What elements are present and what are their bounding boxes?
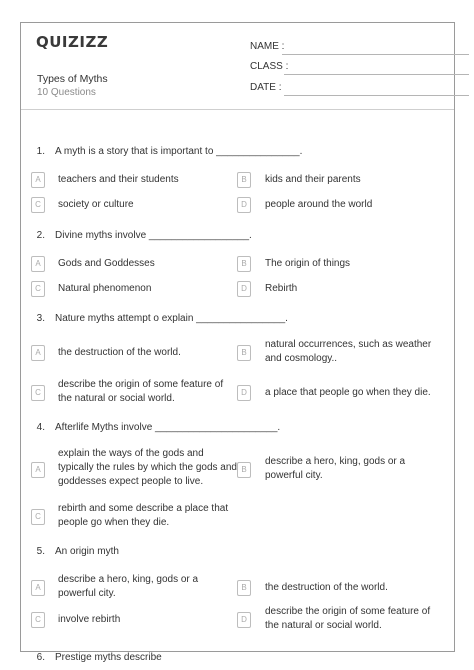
option-text: involve rebirth [58, 614, 121, 625]
option-letter: C [31, 281, 45, 297]
option-text: Natural phenomenon [58, 283, 152, 294]
question-text: An origin myth [55, 546, 119, 557]
question-number: 4. [36, 422, 45, 433]
question-text: A myth is a story that is important to _______________. [55, 146, 303, 157]
question-number: 3. [36, 313, 45, 324]
option-text: kids and their parents [265, 174, 361, 185]
option-letter: B [237, 345, 251, 361]
option-text: explain the ways of the gods and typically the rules by which the gods and goddesses expect people to live. [58, 448, 237, 487]
option-text: a place that people go when they die. [265, 387, 431, 398]
option-text: describe a hero, king, gods or a powerful city. [58, 574, 199, 599]
option-letter: A [31, 172, 45, 188]
date-label: DATE : [250, 82, 282, 93]
name-field[interactable] [250, 41, 284, 52]
worksheet-title: Types of Myths [37, 73, 108, 85]
name-line [282, 54, 469, 55]
option-letter: B [237, 580, 251, 596]
option-text: society or culture [58, 199, 134, 210]
option-letter: B [237, 172, 251, 188]
name-label: NAME : [250, 41, 285, 52]
option-text: Gods and Goddesses [58, 258, 155, 269]
option-letter: C [31, 197, 45, 213]
questions-area [21, 109, 454, 663]
option-text: teachers and their students [58, 174, 179, 185]
option-letter: B [237, 462, 251, 478]
option-letter: C [31, 509, 45, 525]
question-number: 1. [36, 146, 45, 157]
class-label: CLASS : [250, 61, 289, 72]
question-count: 10 Questions [37, 87, 96, 98]
option-letter: D [237, 197, 251, 213]
option-text: the destruction of the world. [265, 582, 388, 593]
option-letter: A [31, 580, 45, 596]
class-field[interactable] [250, 61, 288, 72]
option-letter: D [237, 612, 251, 628]
worksheet-header [21, 23, 454, 110]
quizizz-logo: QUIZIZZ [36, 33, 109, 51]
option-text: people around the world [265, 199, 373, 210]
option-text: Rebirth [265, 283, 298, 294]
worksheet [20, 22, 455, 663]
option-text: natural occurrences, such as weather and cosmology.. [265, 339, 432, 364]
option-text: The origin of things [265, 258, 351, 269]
question-number: 5. [36, 546, 45, 557]
question-text: Afterlife Myths involve ______________________. [55, 422, 281, 433]
question-text: Divine myths involve __________________. [55, 230, 252, 241]
option-text: describe the origin of some feature of the natural or social world. [265, 606, 431, 631]
option-text: describe the origin of some feature of the natural or social world. [58, 379, 224, 404]
question-number: 2. [36, 230, 45, 241]
option-letter: B [237, 256, 251, 272]
option-letter: C [31, 385, 45, 401]
date-line [284, 95, 469, 96]
question-text: Prestige myths describe [55, 652, 162, 663]
question-text: Nature myths attempt o explain ________________. [55, 313, 288, 324]
option-letter: D [237, 281, 251, 297]
option-letter: A [31, 345, 45, 361]
class-line [284, 74, 469, 75]
option-letter: C [31, 612, 45, 628]
option-letter: A [31, 462, 45, 478]
date-field[interactable] [250, 82, 281, 93]
option-text: describe a hero, king, gods or a powerful city. [265, 456, 406, 481]
option-text: rebirth and some describe a place that people go when they die. [58, 503, 229, 528]
option-letter: A [31, 256, 45, 272]
question-number: 6. [36, 652, 45, 663]
option-letter: D [237, 385, 251, 401]
option-text: the destruction of the world. [58, 347, 181, 358]
